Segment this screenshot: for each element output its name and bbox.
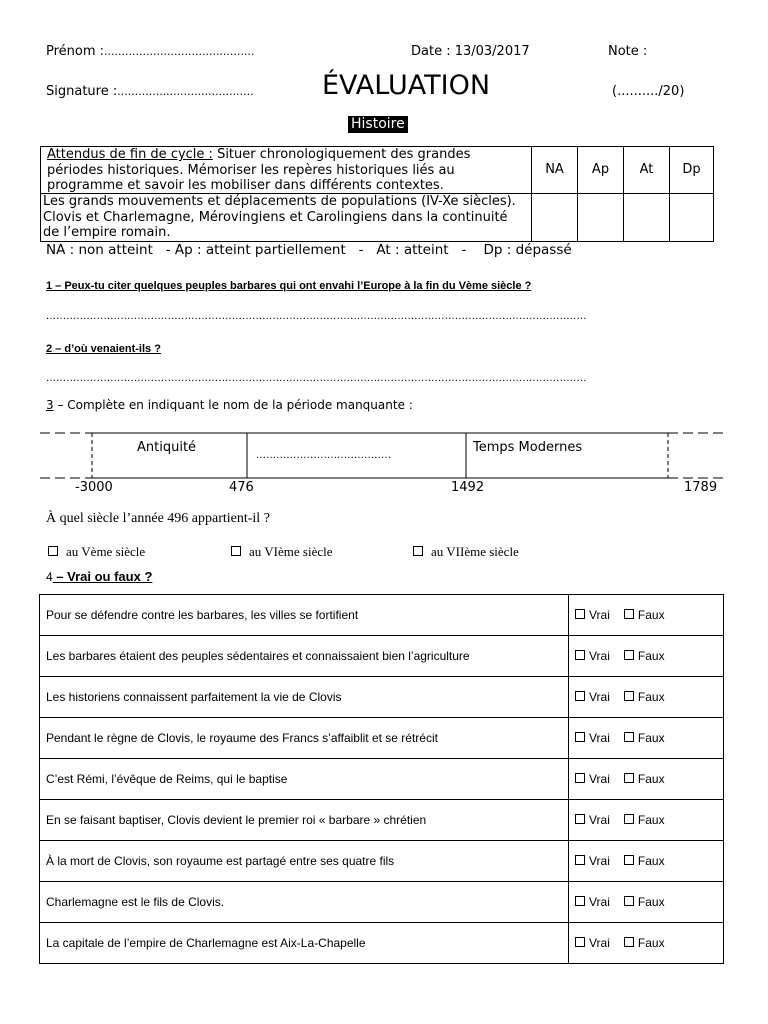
true-label[interactable]: Vrai xyxy=(589,813,610,827)
checkbox-icon[interactable] xyxy=(575,896,585,906)
level-at-label: At xyxy=(624,147,669,194)
page-title: ÉVALUATION xyxy=(322,70,491,101)
statement-cell: La capitale de l’empire de Charlemagne est Aix-La-Chapelle xyxy=(40,923,569,964)
true-label[interactable]: Vrai xyxy=(589,690,610,704)
false-label[interactable]: Faux xyxy=(637,649,665,663)
checkbox-icon[interactable] xyxy=(575,937,585,947)
false-label[interactable]: Faux xyxy=(637,854,665,868)
question-1-title: 1 – Peux-tu citer quelques peuples barbares qui ont envahi l’Europe à la fin du Vème siècle ? xyxy=(46,280,532,292)
false-label[interactable]: Faux xyxy=(637,895,665,909)
checkbox-icon[interactable] xyxy=(624,732,634,742)
false-label[interactable]: Faux xyxy=(637,690,665,704)
statement-cell: Les barbares étaient des peuples sédentaires et connaissaient bien l’agriculture xyxy=(40,636,569,677)
choice-cell xyxy=(569,800,724,841)
question-2-answer-line[interactable]: ................................................................................................................................................................ xyxy=(46,373,587,384)
true-false-table xyxy=(39,594,724,964)
signature-label: Signature : xyxy=(46,84,118,99)
true-label[interactable]: Vrai xyxy=(589,608,610,622)
period-antiquite: Antiquité xyxy=(137,440,197,455)
true-label[interactable]: Vrai xyxy=(589,772,610,786)
checkbox-icon[interactable] xyxy=(575,855,585,865)
false-label[interactable]: Faux xyxy=(637,772,665,786)
level-ap-column xyxy=(577,147,623,241)
table-row xyxy=(40,595,724,636)
question-1-answer-line[interactable]: ................................................................................................................................................................ xyxy=(46,311,587,322)
criteria-text-2: Les grands mouvements et déplacements de populations (IV-Xe siècles). Clovis et Charlemagne, Mérovingiens et Carolingiens dans la continuité de l’empire romain. xyxy=(43,194,516,240)
table-row xyxy=(40,841,724,882)
choice-cell xyxy=(569,882,724,923)
table-row xyxy=(40,759,724,800)
century-option-5-label: au Vème siècle xyxy=(66,544,146,559)
statement-cell: C’est Rémi, l’évêque de Reims, qui le baptise xyxy=(40,759,569,800)
true-label[interactable]: Vrai xyxy=(589,731,610,745)
period-missing-blank[interactable]: ........................................ xyxy=(256,450,392,461)
false-label[interactable]: Faux xyxy=(637,936,665,950)
prenom-blank[interactable]: ........................................... xyxy=(104,45,255,58)
question-3-instruction: – Complète en indiquant le nom de la période manquante : xyxy=(53,398,413,412)
note-label: Note : xyxy=(608,44,648,59)
true-label[interactable]: Vrai xyxy=(589,895,610,909)
true-label[interactable]: Vrai xyxy=(589,649,610,663)
checkbox-icon[interactable] xyxy=(624,937,634,947)
question-4-number: 4 xyxy=(46,570,53,584)
checkbox-icon[interactable] xyxy=(624,609,634,619)
question-4-title xyxy=(46,569,152,584)
date-label-1492: 1492 xyxy=(451,480,485,495)
level-at-column xyxy=(623,147,669,241)
table-row xyxy=(40,923,724,964)
checkbox-icon[interactable] xyxy=(575,773,585,783)
level-at-cell[interactable] xyxy=(624,194,669,241)
level-ap-label: Ap xyxy=(578,147,623,194)
true-label[interactable]: Vrai xyxy=(589,936,610,950)
century-option-5[interactable] xyxy=(48,544,145,560)
statement-cell: À la mort de Clovis, son royaume est partagé entre ses quatre fils xyxy=(40,841,569,882)
checkbox-icon[interactable] xyxy=(231,546,241,556)
level-dp-cell[interactable] xyxy=(670,194,713,241)
true-label[interactable]: Vrai xyxy=(589,854,610,868)
century-option-6[interactable] xyxy=(231,544,333,560)
signature-field[interactable] xyxy=(46,84,254,99)
statement-cell: Pendant le règne de Clovis, le royaume des Francs s’affaiblit et se rétrécit xyxy=(40,718,569,759)
false-label[interactable]: Faux xyxy=(637,608,665,622)
criteria-box xyxy=(40,146,714,242)
question-2-title: 2 – d’où venaient-ils ? xyxy=(46,343,161,355)
checkbox-icon[interactable] xyxy=(575,650,585,660)
criteria-text-1 xyxy=(47,147,525,194)
checkbox-icon[interactable] xyxy=(575,814,585,824)
level-ap-cell[interactable] xyxy=(578,194,623,241)
checkbox-icon[interactable] xyxy=(575,732,585,742)
question-4-heading: – Vrai ou faux ? xyxy=(52,569,153,584)
checkbox-icon[interactable] xyxy=(413,546,423,556)
century-option-6-label: au VIème siècle xyxy=(249,544,333,559)
question-3-number: 3 xyxy=(46,398,54,412)
checkbox-icon[interactable] xyxy=(624,814,634,824)
checkbox-icon[interactable] xyxy=(575,609,585,619)
table-row xyxy=(40,800,724,841)
question-3-title xyxy=(46,398,413,412)
checkbox-icon[interactable] xyxy=(624,855,634,865)
checkbox-icon[interactable] xyxy=(624,650,634,660)
statement-cell: Pour se défendre contre les barbares, les villes se fortifient xyxy=(40,595,569,636)
period-temps-modernes: Temps Modernes xyxy=(473,440,583,455)
century-question: À quel siècle l’année 496 appartient-il ? xyxy=(46,511,270,526)
table-row xyxy=(40,677,724,718)
prenom-field[interactable] xyxy=(46,44,254,59)
level-na-cell[interactable] xyxy=(532,194,577,241)
criteria-heading: Attendus de fin de cycle : xyxy=(47,147,213,162)
checkbox-icon[interactable] xyxy=(48,546,58,556)
checkbox-icon[interactable] xyxy=(624,691,634,701)
table-row xyxy=(40,882,724,923)
statement-cell: Charlemagne est le fils de Clovis. xyxy=(40,882,569,923)
century-option-7-label: au VIIème siècle xyxy=(431,544,519,559)
choice-cell xyxy=(569,636,724,677)
prenom-label: Prénom : xyxy=(46,44,105,59)
choice-cell xyxy=(569,718,724,759)
level-dp-label: Dp xyxy=(670,147,713,194)
level-na-column xyxy=(531,147,577,241)
table-row xyxy=(40,636,724,677)
century-option-7[interactable] xyxy=(413,544,519,560)
level-dp-column xyxy=(669,147,713,241)
date-label-3000: -3000 xyxy=(75,480,113,495)
level-na-label: NA xyxy=(532,147,577,194)
choice-cell xyxy=(569,841,724,882)
checkbox-icon[interactable] xyxy=(624,896,634,906)
choice-cell xyxy=(569,677,724,718)
checkbox-icon[interactable] xyxy=(624,773,634,783)
choice-cell xyxy=(569,595,724,636)
false-label[interactable]: Faux xyxy=(637,813,665,827)
score-field: (........../20) xyxy=(612,84,685,99)
criteria-body-1: Situer chronologiquement des grandes périodes historiques. Mémoriser les repères historiques liés au programme et savoir les mobiliser dans différents contextes. xyxy=(47,147,471,193)
subject-label: Histoire xyxy=(348,116,408,133)
false-label[interactable]: Faux xyxy=(637,731,665,745)
table-row xyxy=(40,718,724,759)
choice-cell xyxy=(569,923,724,964)
statement-cell: En se faisant baptiser, Clovis devient le premier roi « barbare » chrétien xyxy=(40,800,569,841)
date-label-476: 476 xyxy=(229,480,254,495)
date-label: Date : 13/03/2017 xyxy=(411,44,530,59)
checkbox-icon[interactable] xyxy=(575,691,585,701)
date-label-1789: 1789 xyxy=(684,480,718,495)
choice-cell xyxy=(569,759,724,800)
signature-blank[interactable]: ....................................... xyxy=(117,85,254,98)
statement-cell: Les historiens connaissent parfaitement la vie de Clovis xyxy=(40,677,569,718)
level-legend: NA : non atteint - Ap : atteint partiellement - At : atteint - Dp : dépassé xyxy=(46,242,572,258)
